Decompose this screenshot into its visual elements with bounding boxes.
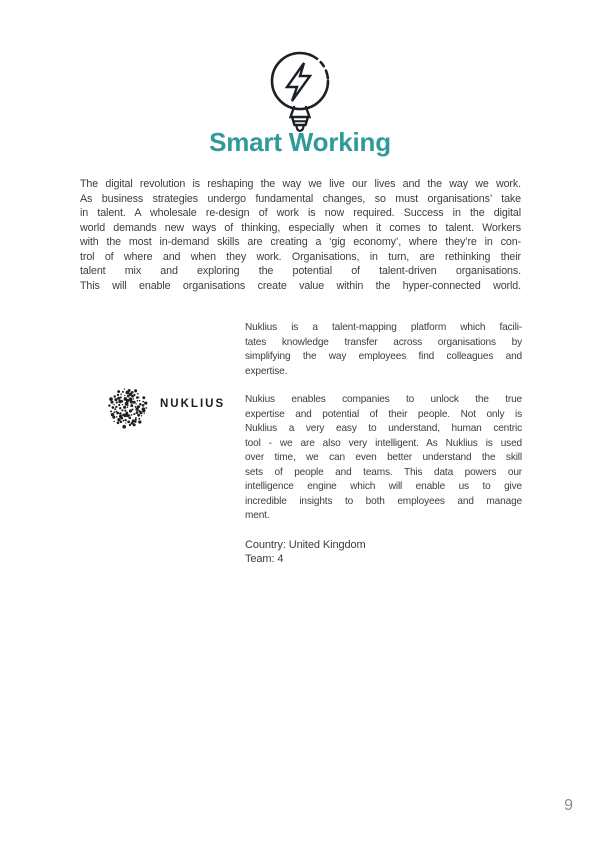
text-line: world demands new ways of thinking, especially when it comes to talent. Workers [80,221,521,234]
text-line: This will enable organisations create value within the hyper-connected world. [80,279,521,292]
text-line: As business strategies undergo fundamental changes, so must organisations’ take [80,192,521,205]
profile-meta [245,538,522,567]
text-line: Nuklius is a talent-mapping platform which facili- [245,322,522,333]
text-line: talent mix and exploring the potential of talent-driven organisations. [80,265,521,277]
nuklius-wordmark: NUKLIUS [160,398,226,410]
text-line: over time, we can even better understand the skill [245,452,522,463]
profile-description [245,321,522,379]
text-line: tool - we are also very intelligent. As Nuklius is used [245,437,522,449]
text-line: in talent. A wholesale re-design of work is now required. Success in the digital [80,207,521,219]
text-line: intelligence engine which will enable us to give [245,481,522,492]
text-line: expertise. [245,365,288,377]
text-line: ment. [245,510,270,521]
dot-sphere-icon [106,386,150,430]
nuklius-logo [106,386,236,430]
text-line: sets of people and teams. This data powers our [245,466,522,478]
intro-paragraph [80,177,521,293]
text-line: trol of where and when they work. Organisations, in turn, are rethinking their [80,250,521,263]
page-number: 9 [564,797,573,814]
team-line: Team: 4 [245,553,284,565]
text-line: simplifying the way employees find colleagues and [245,351,522,362]
text-line: with the most in-demand skills are creating a ‘gig economy’, where they’re in con- [80,236,521,248]
text-line: The digital revolution is reshaping the way we live our lives and the way we work. [80,178,521,190]
text-line: Nukius enables companies to unlock the true [245,394,522,405]
profile-details [245,393,522,524]
company-profile [245,321,522,567]
text-line: expertise and potential of their people. Not only is [245,408,522,420]
text-line: Nuklius a very easy to understand, human centric [245,423,522,434]
page-title: Smart Working [209,127,391,157]
country-line: Country: United Kingdom [245,538,366,551]
text-line: tates knowledge transfer across organisations by [245,336,522,348]
text-line: incredible insights to both employees and manage [245,495,522,507]
lightbulb-bolt-icon [261,50,339,134]
